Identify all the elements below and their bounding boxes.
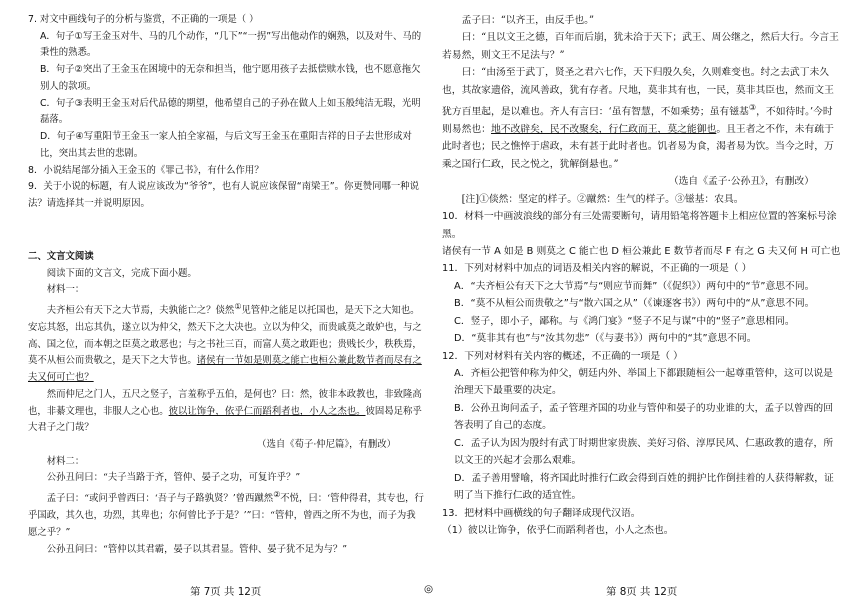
q11-option-a: A．“夫齐桓公有天下之大节焉”与“则应节而舞”（《促织》）两句中的“节”意思不同。 [454,280,815,292]
q12-option-d: D．孟子善用譬喻，将齐国此时推行仁政会得到百姓的拥护比作倒挂着的人获得解救，证明了当下推行仁政的适宜性。 [454,472,834,502]
q11-option-c: C．竖子，即小子，鄙称。与《鸿门宴》“竖子不足与谋”中的“竖子”意思相同。 [454,315,795,327]
q12-stem: 12．下列对材料有关内容的概述，不正确的一项是（ ） [442,350,683,362]
text: 不悦，曰：‘管仲得君，其专也，行乎国政，其久也，功烈，其卑也；尔何曾比予于是？’”曰：“管仲，曾西之所不为也，而子为我愿之乎？” [28,493,424,538]
material-2-title: 材料二： [46,455,85,467]
q7-option-c: C．句子③表明王金玉对后代品德的期望，他希望自己的子孙在做人上如玉般纯洁无瑕，光明磊落。 [40,97,421,126]
footnote-mark: ① [234,302,242,312]
wavy-underlined-sentence: 诸侯有一节如是则莫之能亡也桓公兼此数节者而尽有之夫又何可亡也？ [28,355,422,384]
material-1-title: 材料一： [46,284,85,296]
q9: 9．关于小说的标题，有人说应该改为“爷爷”，也有人说应该保留“南梁王”。你更赞同哪一种说法？请选择其一并说明原因。 [28,181,420,210]
left-page-number: 第 7页 共 12页 [190,586,262,598]
q7-option-d: D．句子④写重阳节王金玉一家人拍全家福，与后文写王金玉在重阳吉祥的日子去世形成对比，突出其去世的悲剧。 [40,131,412,159]
q12-option-c: C．孟子认为因为殷纣有武丁时期世家贵族、美好习俗、淳厚民风、仁惠政教的遗存，所以文王的兴起才会那么艰难。 [454,437,834,467]
q13-item-1: （1）彼以让饰争，依乎仁而蹈利者也，小人之杰也。 [442,524,674,536]
underlined-sentence: 彼以让饰争，依乎仁而蹈利者也，小人之杰也。 [168,405,366,417]
q11-stem: 11．下列对材料中加点的词语及相关内容的解说，不正确的一项是（ ） [442,263,752,275]
q13-stem: 13．把材料中画横线的句子翻译成现代汉语。 [442,507,641,519]
footnote-mark: ③ [748,102,757,113]
material-2-source: （选自《孟子·公孙丑》，有删改） [668,176,814,188]
material-1-para-1 [28,299,424,387]
section-title: 二、文言文阅读 [28,250,94,262]
annotation-notes: [注]①倓然：坚定的样子。②蹴然：生气的样子。③镃基：农具。 [461,193,744,205]
text: 。且王者之不作，未有疏于此时者也；民之憔悴于虐政，未有甚于此时者也。饥者易为食，渴者易为饮。当今之时，万乘之国行仁政，民之悦之，犹解倒悬也。” [442,123,834,170]
text: 彼固曷足称乎大君子之门哉？ [28,405,422,434]
material-1-source: （选自《荀子·仲尼篇》，有删改） [257,439,396,451]
q12-option-b: B．公孙丑询问孟子，孟子管理齐国的功业与管仲和晏子的功业谁的大，孟子以曾西的回答表明了自己的态度。 [454,402,834,432]
q8: 8．小说结尾部分插入王金玉的《罪己书》，有什么作用？ [28,164,264,176]
q10-options: 诸侯有一节 A 如是 B 则莫之 C 能亡也 D 桓公兼此 E 数节者而尽 F 有之 G 夫又何 H 可亡也 [442,245,841,257]
instruction: 阅读下面的文言文，完成下面小题。 [46,267,197,279]
text: 孟子曰：“或问乎曾西曰：‘吾子与子路孰贤？’曾西蹴然 [46,493,274,505]
text: 夫齐桓公有天下之大节焉，夫孰能亡之？倓然 [46,305,235,317]
text: ，不如待时。’今时则易然也： [442,106,833,135]
q7-option-b: B．句子②突出了王金玉在困境中的无奈和担当，他宁愿用孩子去抵偿赎水钱，也不愿意拖欠别人的款项。 [40,64,421,92]
text: 然而仲尼之门人，五尺之竖子，言羞称乎五伯，是何也？曰：然，彼非本政教也，非致隆高也，非綦文理也，非服人之心也。 [28,388,422,417]
material-2-para-1: 公孙丑问曰：“夫子当路于齐，管仲、晏子之功，可复许乎？” [46,472,301,484]
material-2-para-3: 公孙丑问曰：“管仲以其君霸，晏子以其君显。管仲、晏子犹不足为与？” [46,543,348,555]
q11-option-d: D．“莫非其有也”与“汝其勿悲”（《与妻书》）两句中的“其”意思不同。 [454,333,757,345]
q7-option-a: A．句子①写王金玉对牛、马的几个动作，“几下”“一拐”写出他动作的娴熟，以及对牛、马的秉性的熟悉。 [40,30,422,59]
material-2-para-2 [28,487,424,541]
left-column [28,12,424,558]
q11-option-b: B．“莫不从桓公而贵敬之”与“散六国之从”（《谏逐客书》）两句中的“从”意思不同。 [454,298,815,310]
right-page-number: 第 8页 共 12页 [606,586,678,598]
binding-mark: ◎ [424,583,434,595]
material-2-para-6 [442,64,842,173]
q10: 10．材料一中画波浪线的部分有三处需要断句，请用铅笔将答题卡上相应位置的答案标号涂黑。 [442,211,837,240]
q12-option-a: A．齐桓公把管仲称为仲父，朝廷内外、举国上下都跟随桓公一起尊重管仲，这可以说是治理天下最重要的决定。 [454,368,833,397]
material-2-para-4: 孟子曰：“以齐王，由反手也。” [461,15,595,26]
material-2-para-5: 曰：“且以文王之德，百年而后崩，犹未洽于天下；武王、周公继之，然后大行。今言王若易然，则文王不足法与？” [442,32,839,61]
text: 曰：“由汤至于武丁，贤圣之君六七作，天下归殷久矣，久则难变也。纣之去武丁未久也，其故家遗俗，流风善政，犹有存者。尺地，莫非其有也，一民，莫非其臣也，然而文王犹方百里起，是以难也。齐人有言曰：‘虽有智慧，不如乘势；虽有镃基 [442,67,834,118]
text: 见管仲之能足以托国也，是天下之大知也。安忘其怒，出忘其仇，遂立以为仲父，然天下之大决也。立以为仲父，而贵戚莫之敢妒也，与之高、国之位，而本朝之臣莫之敢恶也；与之书社三百，而富人莫之敢距也；贵贱长少，秩秩焉，莫不从桓公而贵敬之，是天下之大节也。 [28,305,422,367]
footnote-mark: ② [273,490,281,500]
q7-stem: 7. 对文中画线句子的分析与鉴赏，不正确的一项是（ ） [28,14,259,25]
material-1-para-2 [28,387,424,437]
underlined-sentence: 地不改辟矣，民不改聚矣，行仁政而王，莫之能御也 [490,123,717,135]
right-column [442,12,842,539]
